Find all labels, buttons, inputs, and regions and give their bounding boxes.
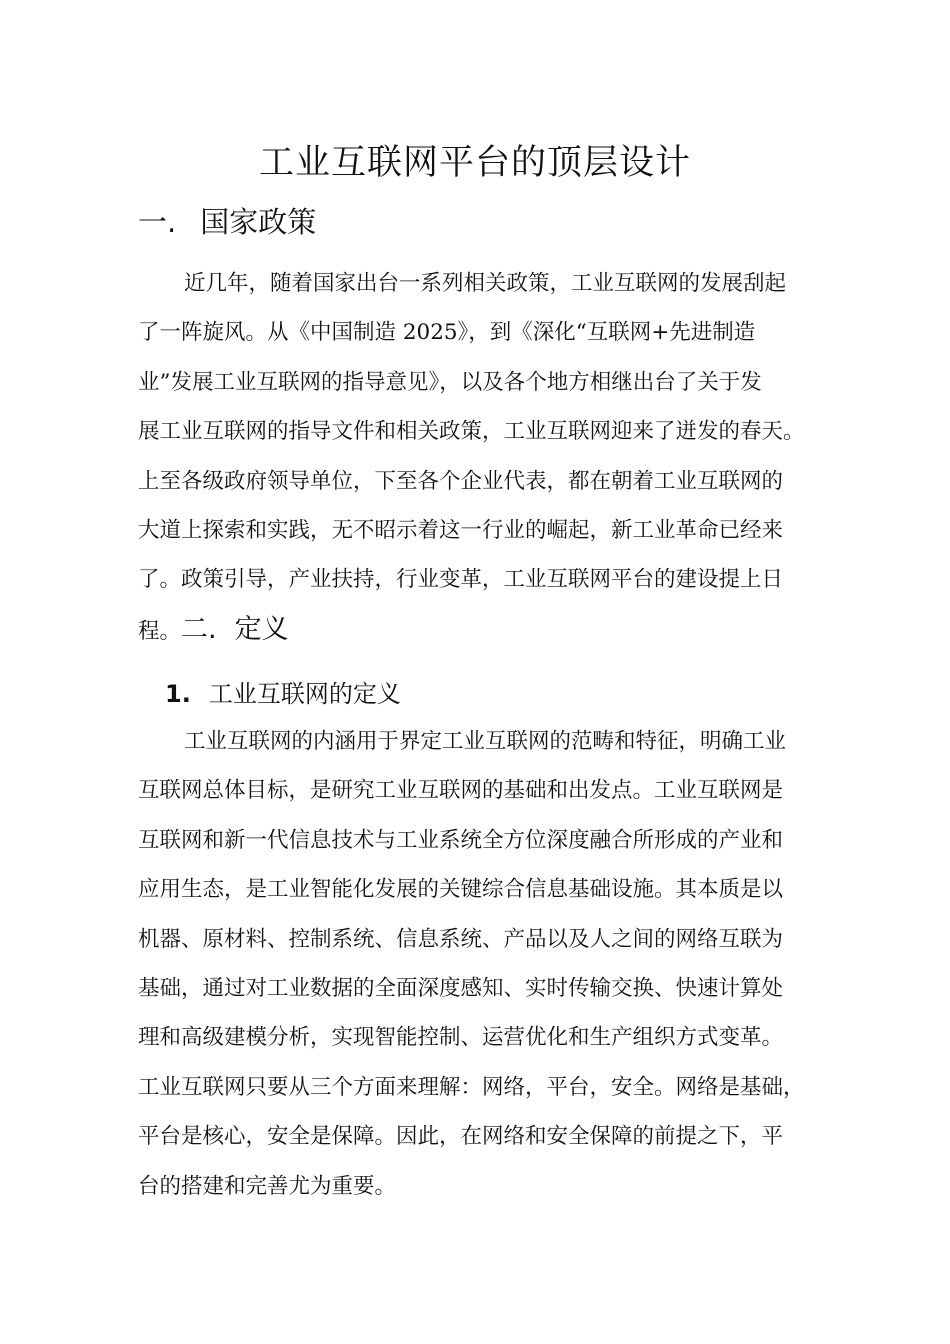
paragraph-line: 近几年，随着国家出台一系列相关政策，工业互联网的发展刮起: [184, 271, 787, 296]
paragraph-policy: [138, 259, 830, 654]
section-heading-definition: [181, 614, 289, 645]
section-number: 二.: [181, 613, 217, 645]
paragraph-line: 基础，通过对工业数据的全面深度感知、实时传输交换、快速计算处: [138, 975, 784, 1001]
paragraph-line: 了。政策引导，产业扶持，行业变革，工业互联网平台的建设提上日: [138, 567, 784, 593]
paragraph-line: 互联网和新一代信息技术与工业系统全方位深度融合所形成的产业和: [138, 827, 784, 853]
paragraph-line: 台的搭建和完善尤为重要。: [138, 1173, 397, 1199]
paragraph-line: 上至各级政府领导单位，下至各个企业代表，都在朝着工业互联网的: [138, 468, 784, 494]
paragraph-line: 了一阵旋风。从《中国制造 2025》，到《深化“互联网+先进制造: [138, 320, 756, 346]
paragraph-line: 互联网总体目标，是研究工业互联网的基础和出发点。工业互联网是: [138, 778, 784, 804]
paragraph-line: 工业互联网的内涵用于界定工业互联网的范畴和特征，明确工业: [184, 729, 787, 754]
section-heading-policy: [138, 202, 316, 242]
paragraph-last-line: [138, 605, 830, 654]
paragraph-line: 机器、原材料、控制系统、信息系统、产品以及人之间的网络互联为: [138, 926, 784, 952]
paragraph-line: 平台是核心，安全是保障。因此，在网络和安全保障的前提之下，平: [138, 1124, 784, 1150]
section-title: 定义: [234, 613, 289, 645]
section-title: 国家政策: [200, 205, 317, 239]
subsection-title: 工业互联网的定义: [208, 680, 401, 708]
paragraph-line: 大道上探索和实践，无不昭示着这一行业的崛起，新工业革命已经来: [138, 517, 784, 543]
paragraph-line: 应用生态，是工业智能化发展的关键综合信息基础设施。其本质是以: [138, 877, 784, 903]
paragraph-line-end: 程。: [138, 618, 182, 644]
paragraph-line: 工业互联网只要从三个方面来理解：网络，平台，安全。网络是基础，: [138, 1074, 805, 1100]
paragraph-line: 展工业互联网的指导文件和相关政策，工业互联网迎来了迸发的春天。: [138, 419, 805, 445]
paragraph-line: 理和高级建模分析，实现智能控制、运营优化和生产组织方式变革。: [138, 1025, 784, 1051]
section-number: 一.: [138, 205, 177, 239]
paragraph-line: 业”发展工业互联网的指导意见》，以及各个地方相继出台了关于发: [138, 369, 762, 395]
paragraph-definition: [138, 717, 830, 1211]
document-title: 工业互联网平台的顶层设计: [258, 143, 691, 183]
subsection-number: 1.: [165, 680, 191, 708]
subsection-heading-definition: [165, 672, 401, 716]
